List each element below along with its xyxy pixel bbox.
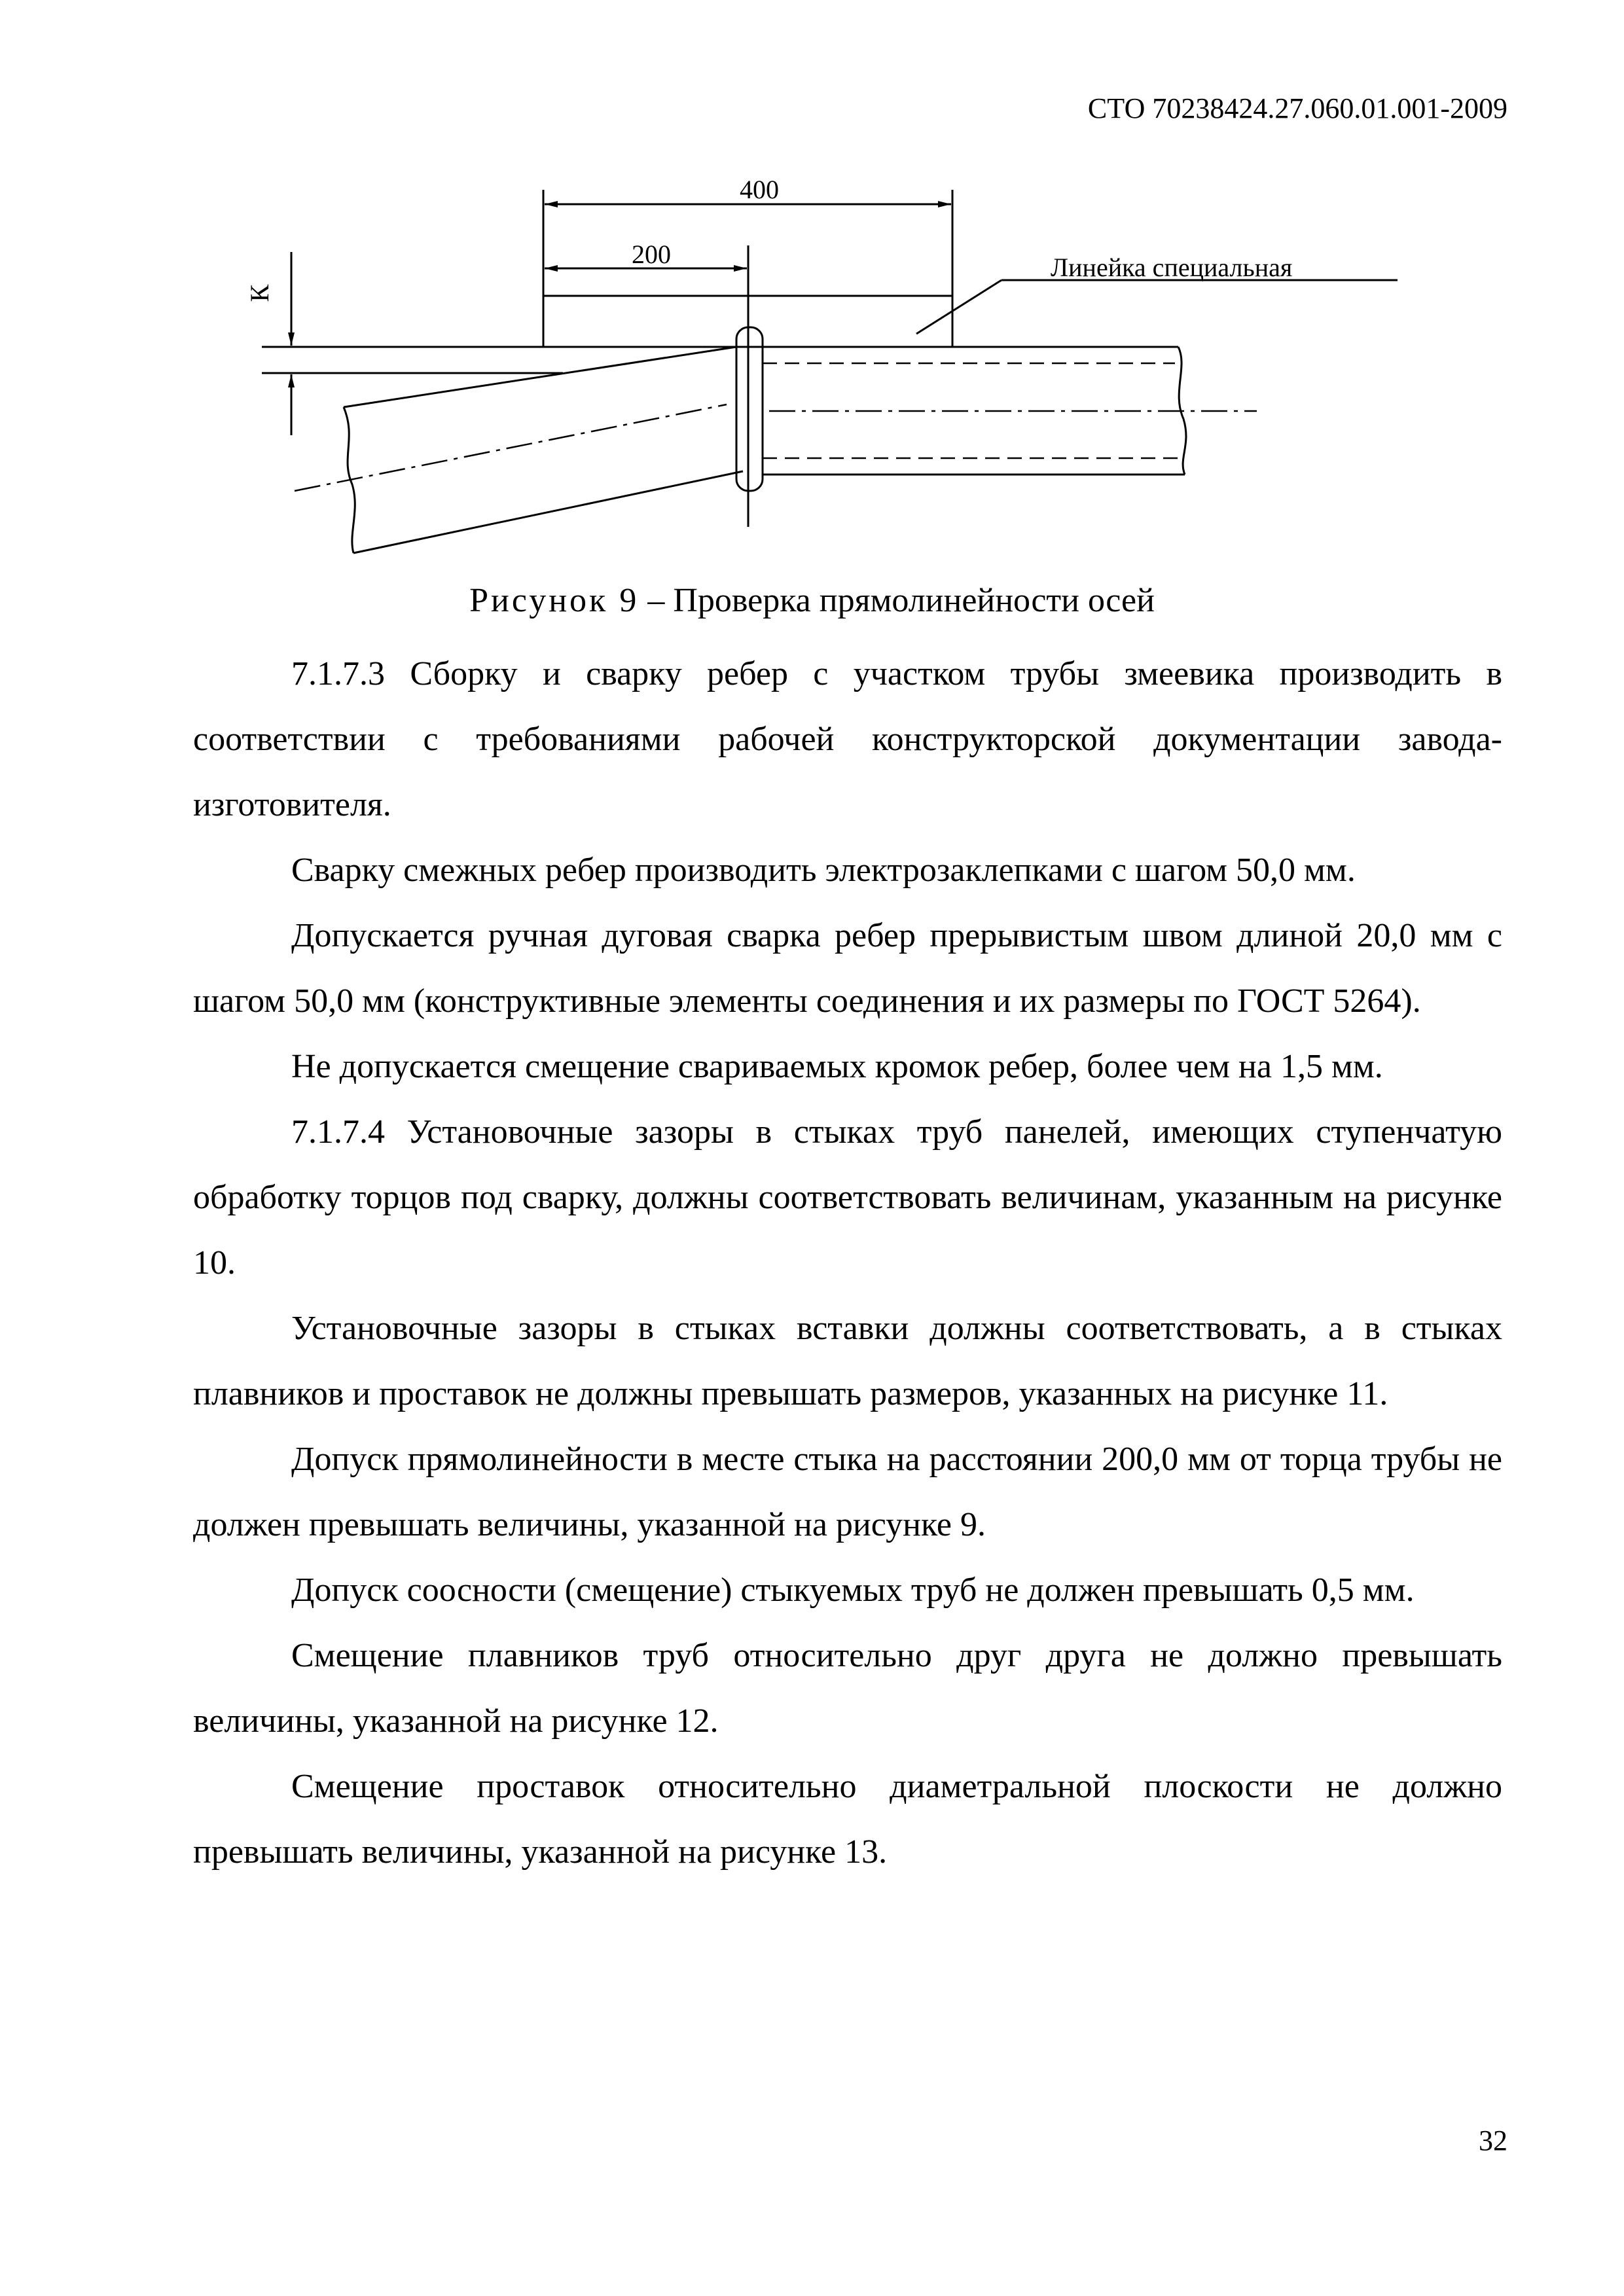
weld-collar bbox=[736, 327, 763, 491]
paragraph-7-1-7-3: 7.1.7.3 Сборку и сварку ребер с участком трубы змеевика производить в соответствии с требованиями рабочей конструкторской документации завода-изготовителя. bbox=[193, 655, 1502, 823]
paragraph: Допускается ручная дуговая сварка ребер прерывистым швом длиной 20,0 мм с шагом 50,0 мм (конструктивные элементы соединения и их размеры по ГОСТ 5264). bbox=[193, 917, 1502, 1020]
inclined-pipe-bottom bbox=[353, 471, 743, 553]
document-code: СТО 70238424.27.060.01.001-2009 bbox=[1087, 92, 1507, 124]
figure-caption-text: – Проверка прямолинейности осей bbox=[639, 582, 1155, 619]
paragraph: Установочные зазоры в стыках вставки должны соответствовать, а в стыках плавников и проставок не должны превышать размеров, указанных на рисунке 11. bbox=[193, 1310, 1502, 1412]
paragraph: Сварку смежных ребер производить электрозаклепками с шагом 50,0 мм. bbox=[291, 852, 1356, 889]
body-text bbox=[193, 641, 1502, 1885]
dim-200-label: 200 bbox=[632, 240, 671, 269]
paragraph: Не допускается смещение свариваемых кромок ребер, более чем на 1,5 мм. bbox=[291, 1048, 1383, 1085]
figure-caption bbox=[0, 581, 1624, 620]
inclined-pipe-axis bbox=[295, 404, 727, 491]
paragraph-7-1-7-4: 7.1.7.4 Установочные зазоры в стыках труб панелей, имеющих ступенчатую обработку торцов под сварку, должны соответствовать величинам, указанным на рисунке 10. bbox=[193, 1113, 1502, 1282]
straightness-check-figure bbox=[0, 0, 1624, 576]
paragraph: Допуск прямолинейности в месте стыка на расстоянии 200,0 мм от торца трубы не должен превышать величины, указанной на рисунке 9. bbox=[193, 1441, 1502, 1543]
dim-k-label: К bbox=[245, 284, 274, 302]
paragraph: Допуск соосности (смещение) стыкуемых труб не должен превышать 0,5 мм. bbox=[291, 1571, 1415, 1609]
page-number: 32 bbox=[1479, 2125, 1507, 2157]
paragraph: Смещение плавников труб относительно друг друга не должно превышать величины, указанной на рисунке 12. bbox=[193, 1637, 1502, 1740]
figure-caption-label: Рисунок 9 bbox=[469, 582, 640, 619]
paragraph: Смещение проставок относительно диаметральной плоскости не должно превышать величины, указанной на рисунке 13. bbox=[193, 1768, 1502, 1871]
ruler-leader bbox=[916, 280, 1001, 334]
inclined-pipe-top bbox=[344, 347, 736, 407]
dim-400-label: 400 bbox=[740, 175, 779, 204]
ruler-label: Линейка специальная bbox=[1051, 253, 1293, 282]
